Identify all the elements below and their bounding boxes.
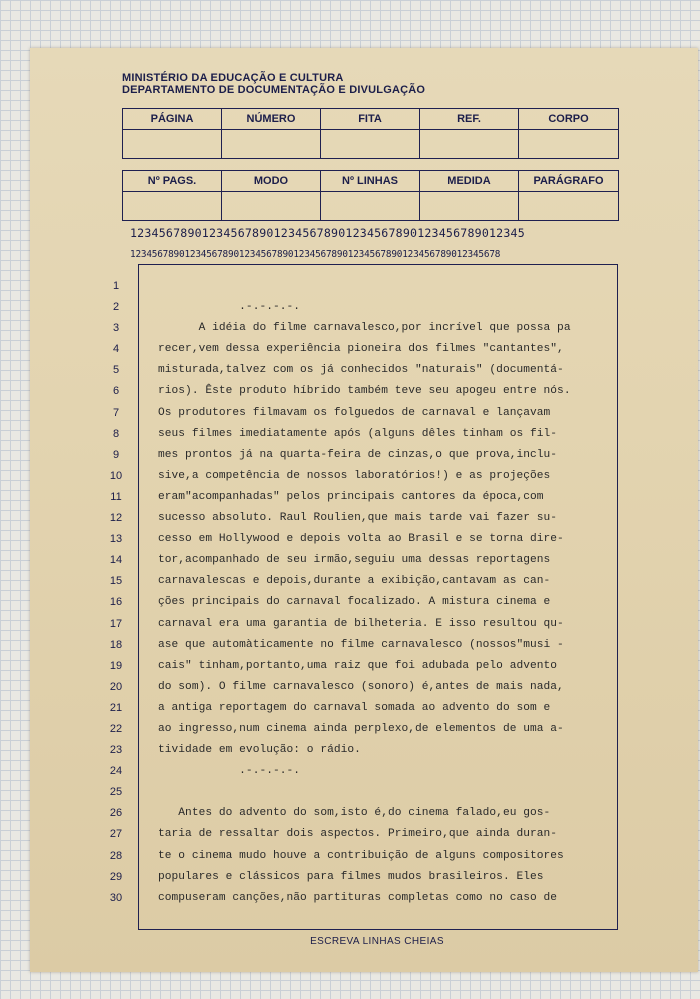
line-number: 18: [109, 638, 123, 651]
footer-instruction: ESCREVA LINHAS CHEIAS: [310, 936, 444, 947]
line-number: 1: [112, 280, 120, 292]
label-num-pags: Nº PAGS.: [123, 171, 222, 192]
form-table-row1: [122, 108, 619, 159]
label-num-linhas: Nº LINHAS: [321, 171, 420, 192]
line-number: 29: [109, 870, 123, 883]
field-num-linhas: [321, 192, 420, 220]
line-number: 5: [112, 364, 120, 377]
letterhead: [122, 72, 425, 96]
line-number: 22: [109, 722, 123, 735]
field-paragrafo: [519, 192, 618, 220]
line-number: 16: [109, 596, 123, 609]
text-line: rios). Êste produto híbrido também teve seu apogeu entre nós.: [158, 385, 571, 398]
line-number: 30: [109, 891, 123, 904]
text-line: tor,acompanhado de seu irmão,seguiu uma dessas reportagens: [158, 554, 551, 567]
line-number: 28: [109, 849, 123, 862]
label-corpo: CORPO: [519, 109, 618, 130]
line-number: 8: [112, 427, 120, 440]
field-medida: [420, 192, 519, 220]
field-corpo: [519, 130, 618, 158]
field-fita: [321, 130, 420, 158]
text-line: ase que automàticamente no filme carnavalesco (nossos"musi -: [158, 638, 564, 651]
field-modo: [222, 192, 321, 220]
label-fita: FITA: [321, 109, 420, 130]
text-line: te o cinema mudo houve a contribuição de alguns compositores: [158, 849, 564, 862]
label-pagina: PÁGINA: [123, 109, 222, 130]
label-paragrafo: PARÁGRAFO: [519, 171, 618, 192]
line-number: 11: [110, 490, 122, 503]
department-name: DEPARTAMENTO DE DOCUMENTAÇÃO E DIVULGAÇÃO: [122, 84, 426, 96]
text-line: compuseram canções,não partituras completas como no caso de: [158, 891, 558, 904]
line-number: 3: [112, 322, 120, 335]
field-num-pags: [123, 192, 222, 220]
separator: .-.-.-.-.: [158, 765, 301, 778]
ministry-name: MINISTÉRIO DA EDUCAÇÃO E CULTURA: [122, 72, 344, 84]
line-number: 23: [109, 744, 123, 757]
line-number: 24: [109, 765, 123, 778]
character-ruler-small: 12345678901234567890123456789012345678901234567890123456789012345678: [130, 249, 501, 260]
line-number: 2: [112, 301, 120, 314]
text-line: eram"acompanhadas" pelos principais cantores da época,com: [158, 490, 544, 503]
text-line: carnavalescas e depois,durante a exibição,cantavam as can-: [158, 575, 551, 588]
text-line: ao ingresso,num cinema ainda perplexo,de elementos de uma a-: [158, 722, 564, 735]
line-number: 14: [109, 554, 123, 567]
label-ref: REF.: [420, 109, 519, 130]
field-pagina: [123, 130, 222, 158]
field-ref: [420, 130, 519, 158]
text-line: [158, 782, 618, 803]
text-line: A idéia do filme carnavalesco,por incrível que possa pa: [158, 322, 571, 335]
label-modo: MODO: [222, 171, 321, 192]
line-number: 21: [109, 701, 123, 714]
text-line: cais" tinham,portanto,uma raiz que foi adubada pelo advento: [158, 659, 558, 672]
text-line: sucesso absoluto. Raul Roulien,que mais tarde vai fazer su-: [158, 512, 558, 525]
text-line: ções principais do carnaval focalizado. A mistura cinema e: [158, 596, 551, 609]
text-line: do som). O filme carnavalesco (sonoro) é,antes de mais nada,: [158, 680, 564, 693]
character-ruler-large: 1234567890123456789012345678901234567890123456789012345: [130, 226, 525, 240]
line-number: 20: [109, 680, 123, 693]
line-number: 19: [109, 659, 123, 672]
form-table-row2: [122, 170, 619, 221]
label-medida: MEDIDA: [420, 171, 519, 192]
text-line: mes prontos já na quarta-feira de cinzas,o que prova,inclu-: [158, 448, 558, 461]
line-number: 26: [109, 807, 123, 820]
text-line: misturada,talvez com os já conhecidos "naturais" (documentá-: [158, 364, 564, 377]
line-number: 12: [109, 512, 123, 525]
line-numbers: [102, 276, 130, 909]
line-number: 27: [109, 828, 123, 841]
text-line: taria de ressaltar dois aspectos. Primeiro,que ainda duran-: [158, 828, 558, 841]
text-line: tividade em evolução: o rádio.: [158, 744, 361, 757]
line-number: 9: [112, 448, 120, 461]
line-number: 25: [109, 786, 123, 799]
line-number: 17: [109, 617, 123, 630]
field-numero: [222, 130, 321, 158]
text-line: Os produtores filmavam os folguedos de carnaval e lançavam: [158, 406, 551, 419]
document-sheet: [30, 48, 698, 972]
text-line: recer,vem dessa experiência pioneira dos filmes "cantantes",: [158, 343, 564, 356]
line-number: 4: [112, 343, 120, 356]
text-line: populares e clássicos para filmes mudos brasileiros. Eles: [158, 870, 544, 883]
typed-text: [158, 276, 618, 909]
line-number: 15: [109, 575, 123, 588]
separator: .-.-.-.-.: [158, 301, 301, 314]
text-line: carnaval era uma garantia de bilheteria. E isso resultou qu-: [158, 617, 564, 630]
line-number: 7: [112, 406, 120, 419]
text-line: a antiga reportagem do carnaval somada ao advento do som e: [158, 701, 551, 714]
line-number: 10: [109, 469, 123, 482]
text-line: sive,a competência de nossos laboratórios!) e as projeções: [158, 469, 551, 482]
text-line: [158, 276, 618, 297]
line-number: 6: [112, 385, 120, 398]
line-number: 13: [109, 533, 123, 546]
text-line: cesso em Hollywood e depois volta ao Brasil e se torna dire-: [158, 533, 564, 546]
text-line: Antes do advento do som,isto é,do cinema falado,eu gos-: [158, 807, 551, 820]
label-numero: NÚMERO: [222, 109, 321, 130]
text-line: seus filmes imediatamente após (alguns dêles tinham os fil-: [158, 427, 558, 440]
